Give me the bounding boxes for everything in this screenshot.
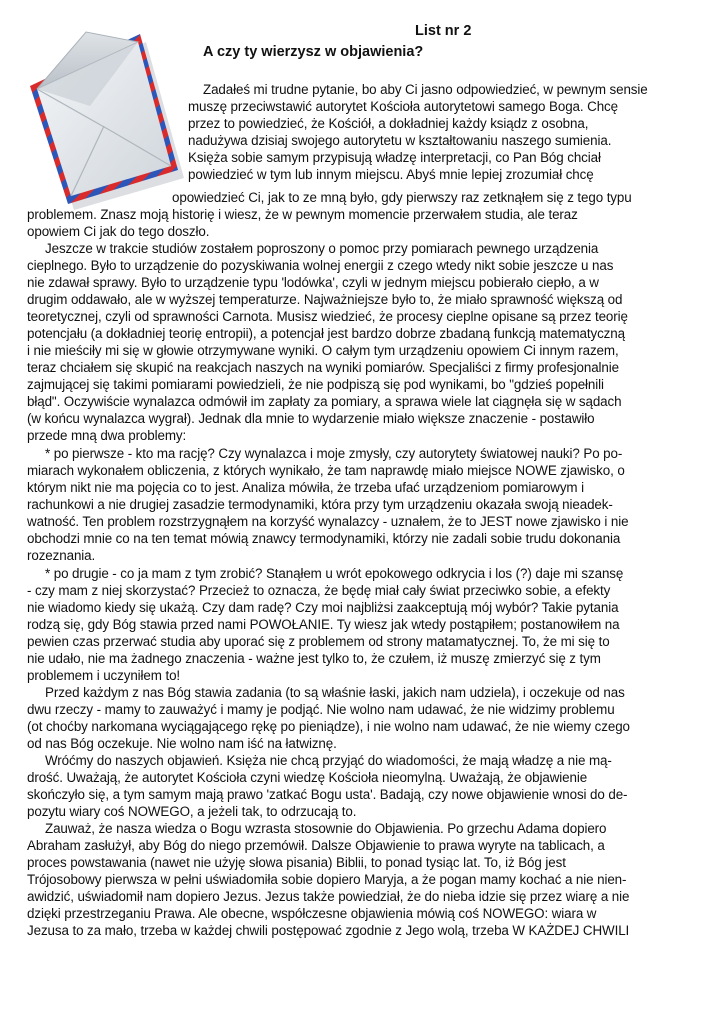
text-line: rozeznania. (27, 548, 96, 563)
text-line: pewien czas przerwać studia aby uporać się z problemem od strony matamatycznej. To, że mi się to (27, 634, 610, 649)
text-line: awidzić, uświadomił nam dopiero Jezus. Jezus także powiedział, że do nieba idzie się przez wiarę a nie (27, 889, 630, 904)
text-line: proces powstawania (nawet nie użyję słowa pisania) Biblii, to ponad tysiąc lat. To, iż Bóg jest (27, 855, 566, 870)
text-line: teraz chciałem się skupić na reakcjach naszych na wyniki pomiarów. Specjaliści z firmy profesjonalnie (27, 360, 619, 375)
text-line: nie wiadomo kiedy się ukażą. Czy dam radę? Czy moi najbliżsi zaakceptują mój wybór? Takie pytania (27, 600, 619, 615)
letter-number-title: List nr 2 (415, 23, 472, 39)
text-line: zajmującej się takimi pomiarami powiedzieli, że nie podpiszą się pod wynikami, bo "gdzieś popełnili (27, 377, 604, 392)
text-line: watność. Ten problem rozstrzygnąłem na korzyść wynalazcy - uznałem, że to JEST nowe zjawisko i nie (27, 514, 629, 529)
envelope-icon (28, 28, 190, 210)
text-line: * po drugie - co ja mam z tym zrobić? Stanąłem u wrót epokowego odkrycia i los (?) daje mi szansę (45, 566, 624, 581)
text-line: Zadałeś mi trudne pytanie, bo aby Ci jasno odpowiedzieć, w pewnym sensie (203, 82, 648, 97)
text-line: skończyło się, a tym samym mają prawo 'zatkać Bogu usta'. Badają, czy nowe objawienie wnosi do de- (27, 787, 628, 802)
text-line: Jeszcze w trakcie studiów zostałem poproszony o pomoc przy pomiarach pewnego urządzenia (45, 241, 599, 256)
text-line: Wróćmy do naszych objawień. Księża nie chcą przyjąć do wiadomości, że mają władzę a nie mą- (45, 753, 612, 768)
text-line: i nie mieściły mi się w głowie otrzymywane wyniki. O całym tym urządzeniu opowiem Ci innym razem, (27, 343, 619, 358)
text-line: opowiem Ci jak do tego doszło. (27, 224, 210, 239)
text-line: (w końcu wynalazca wygrał). Jednak dla mnie to wydarzenie miało większe znaczenie - postawiło (27, 411, 595, 426)
text-line: drość. Uważają, że autorytet Kościoła czyni wiedzę Kościoła nieomylną. Uważają, że objawienie (27, 770, 588, 785)
text-line: dzięki przestrzeganiu Prawa. Ale obecne, współczesne objawienia mówią coś NOWEGO: wiara w (27, 906, 597, 921)
text-line: rachunkowi a nie drugiej zasadzie termodynamiki, która przy tym urządzeniu okazała swoją nieadek- (27, 497, 613, 512)
text-line: Zauważ, że nasza wiedza o Bogu wzrasta stosownie do Objawienia. Po grzechu Adama dopiero (45, 821, 607, 836)
text-line: błąd". Oczywiście wynalazca odmówił im zapłaty za pomiary, a sprawa wiele lat ciągnęła się w sądach (27, 394, 622, 409)
text-line: problemem i uczyniłem to! (27, 668, 181, 683)
text-line: którym nikt nie ma pojęcia co to jest. Analiza mówiła, że trzeba ufać urządzeniom pomiarowym i (27, 480, 584, 495)
text-line: Księża sobie samym przypisują władzę interpretacji, co Pan Bóg chciał (188, 150, 601, 165)
text-line: opowiedzieć Ci, jak to ze mną było, gdy pierwszy raz zetknąłem się z tego typu (172, 190, 632, 205)
text-line: muszę przeciwstawić autorytet Kościoła autorytetowi samego Boga. Chcę (188, 99, 618, 114)
text-line: obchodzi mnie co na ten temat mówią znawcy termodynamiki, którzy nie zadali sobie trudu dokonania (27, 531, 621, 546)
text-line: teoretycznej, czyli od sprawności Carnota. Musisz wiedzieć, że procesy cieplne opisane są przez teorię (27, 309, 628, 324)
text-line: miarach wykonałem obliczenia, z których wynikało, że tam naprawdę miało miejsce NOWE zjawisko, o (27, 463, 625, 478)
text-line: pozytu wiary coś NOWEGO, a jeżeli tak, to odrzucają to. (27, 804, 357, 819)
text-line: Trójosobowy pierwsza w pełni uświadomiła sobie dopiero Maryja, a że pogan mamy kochać a nie nien- (27, 872, 627, 887)
text-line: problemem. Znasz moją historię i wiesz, że w pewnym momencie przerwałem studia, ale teraz (27, 207, 578, 222)
text-line: nie zdawał sprawy. Było to urządzenie typu 'lodówka', czyli w jednym miejscu pobierało ciepło, a w (27, 275, 599, 290)
text-line: Przed każdym z nas Bóg stawia zadania (to są właśnie łaski, jakich nam udziela), i oczekuje od nas (45, 685, 625, 700)
text-line: Jezusa to za mało, trzeba w każdej chwili postępować zgodnie z Jego wolą, trzeba W KAŻDEJ CHWILI (27, 923, 630, 938)
text-line: dwu rzeczy - mamy to zauważyć i mamy je podjąć. Nie wolno nam udawać, że nie widzimy problemu (27, 702, 615, 717)
letter-subtitle: A czy ty wierzysz w objawienia? (203, 44, 424, 60)
text-line: przede mną dwa problemy: (27, 428, 187, 443)
text-line: cieplnego. Było to urządzenie do pozyskiwania wolnej energii z czego wtedy nikt sobie jeszcze u nas (27, 258, 614, 273)
text-line: przez to powiedzieć, że Kościół, a dokładniej każdy ksiądz z osobna, (188, 116, 589, 131)
text-line: * po pierwsze - kto ma rację? Czy wynalazca i moje zmysły, czy autorytety światowej nauki? Po po- (45, 446, 623, 461)
text-line: potencjału (a dokładniej teorię entropii), a potencjał jest bardzo dobrze zbadaną funkcją matematyczną (27, 326, 625, 341)
text-line: Abraham zasłużył, aby Bóg do niego przemówił. Dalsze Objawienie to prawa wyryte na tablicach, a (27, 838, 605, 853)
text-line: rodzą się, gdy Bóg stawia przed nami POWOŁANIE. Ty wiesz jak wtedy postąpiłem; postanowiłem na (27, 617, 620, 632)
text-line: nie udało, nie ma żadnego znaczenia - ważne jest tylko to, że czułem, iż muszę zmierzyć się z tym (27, 651, 601, 666)
text-line: nadużywa dzisiaj swojego autorytetu w kształtowaniu naszego sumienia. (188, 133, 612, 148)
text-line: (ot choćby narkomana wyciągającego rękę po pieniądze), i nie wolno nam udawać, że nie wiemy czego (27, 719, 630, 734)
text-line: powiedzieć w tym lub innym miejscu. Abyś mnie lepiej zrozumiał chcę (188, 167, 594, 182)
text-line: od nas Bóg oczekuje. Nie wolno nam iść na łatwiznę. (27, 736, 337, 751)
text-line: drugim oddawało, ale w wyższej temperaturze. Najważniejsze było to, że miało sprawność większą od (27, 292, 623, 307)
text-line: - czy mam z niej skorzystać? Przecież to oznacza, że będę miał cały świat przeciwko sobie, a efekty (27, 583, 611, 598)
